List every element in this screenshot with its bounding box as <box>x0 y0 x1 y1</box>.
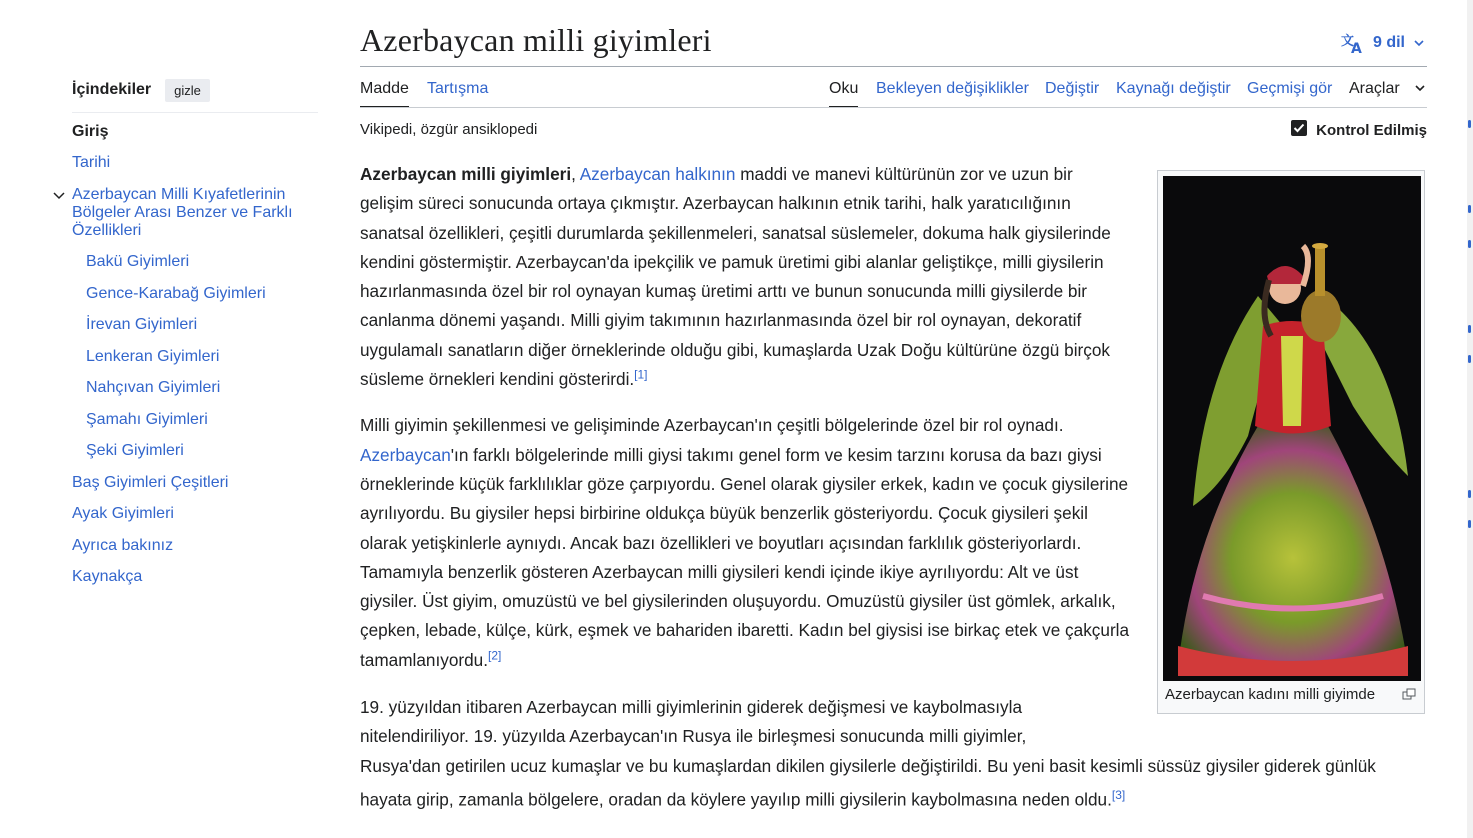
toc-item-kaynakca[interactable]: Kaynakça <box>72 568 143 585</box>
paragraph-1: Azerbaycan milli giyimleri, Azerbaycan halkının maddi ve manevi kültürünün zor ve uzun bir gelişim süreci sonucunda ortaya çıkmıştır. Azerbaycan halkının etnik tarihi, halk yaratıcılığının sanatsal özellikleri, çeşitli durumlarda şekillenmeleri, sanatsal süslemeler, dokuma halk giysilerinde kendini göstermiştir. Azerbaycan'da ipekçilik ve pamuk üretimi gibi alanlar geliştikçe, milli giysilerin hazırlanmasında özel bir rol oynayan kumaş üretimi arttı ve bunun sonucunda milli giysilerde bir canlanma dönemi yaşandı. Milli giyim takımının hazırlanmasında özel bir rol oynayan, dekoratif uygulamalı sanatların diğer örneklerinde olduğu gibi, kumaşlarda Uzak Doğu kültürüne özgü birçok süsleme örnekleri kendini gösterirdi.[1] <box>360 164 1111 390</box>
reviewed-label: Kontrol Edilmiş <box>1316 121 1427 139</box>
paragraph-text: Milli giyimin şekillenmesi ve gelişiminde Azerbaycan'ın çeşitli bölgelerinde özel bir rol oynadı. <box>360 415 1064 436</box>
link-azerbaycan-halkinin[interactable]: Azerbaycan halkının <box>579 164 736 184</box>
chevron-down-icon <box>1413 37 1425 49</box>
tab-article[interactable]: Madde <box>360 80 409 97</box>
toc-item-bas-giyimleri[interactable]: Baş Giyimleri Çeşitleri <box>72 474 229 491</box>
toc-item-tarihi[interactable]: Tarihi <box>72 154 111 171</box>
paragraph-2 <box>360 411 1130 675</box>
article-body <box>360 160 1130 692</box>
toc-item-bolgeler[interactable] <box>72 186 302 240</box>
toc-subitem-gence-karabag[interactable]: Gence-Karabağ Giyimleri <box>86 285 266 302</box>
image-caption: Azerbaycan kadını milli giyimde <box>1165 686 1376 703</box>
toc-subitem-baku[interactable]: Bakü Giyimleri <box>86 253 190 270</box>
reference-3[interactable]: [3] <box>1111 787 1126 802</box>
toc-item-label: Azerbaycan Milli Kıyafetlerinin Bölgeler Arası Benzer ve Farklı Özellikleri <box>72 186 293 239</box>
title-divider <box>360 66 1427 67</box>
paragraph-line: 19. yüzyıldan itibaren Azerbaycan milli giyimlerinin giderek değişmesi ve kaybolmasıyla <box>360 697 1023 717</box>
table-of-contents <box>72 76 318 585</box>
paragraph-line: hayata girip, zamanla bölgelere, oradan da köylere yayılıp milli giysilerin kaybolmasına neden oldu.[3] <box>360 787 1126 810</box>
paragraph-text: 'ın farklı bölgelerinde milli giysi takımı genel form ve kesim tarzını korusa da bazı giysi örneklerinde küçük farklılıklar göze çarpıyordu. Genel olarak giysiler erkek, kadın ve çocuk giysilerine ayrılıyordu. Bu giysiler hepsi birbirine oldukça büyük benzerlik gösteriyordu. Çocuk giysileri şekil olarak yetişkinlerle aynıydı. Ancak bazı özellikleri ve boyutları açısından farklılık gösteriyorlardı. Tamamıyla benzerlik gösteren Azerbaycan milli giysileri kendi içinde ikiye ayrılıyordu: Alt ve üst giysiler. Üst giyim, omuzüstü ve bel giysilerinden oluşuyordu. Omuzüstü giysiler üst gömlek, arkalık, çepken, lebade, külçe, kürk, eşmek ve bahariden ibaretti. Kadın bel giysisi ise birkaç etek ve çakçurla tamamlanıyordu. <box>360 444 1130 670</box>
toc-item-ayrica-bakiniz[interactable]: Ayrıca bakınız <box>72 537 174 554</box>
toc-item-giris[interactable]: Giriş <box>72 123 109 140</box>
language-button[interactable] <box>1341 32 1425 54</box>
page-tabs <box>360 78 1427 108</box>
toc-item-ayak-giyimleri[interactable]: Ayak Giyimleri <box>72 505 174 522</box>
tab-read[interactable]: Oku <box>829 80 859 97</box>
reviewed-indicator[interactable] <box>1290 119 1427 141</box>
tabs-divider <box>360 107 1427 108</box>
paragraph-line: Rusya'dan getirilen ucuz kumaşlar ve bu kumaşlardan dikilen giysilerle değiştirildi. Bu yeni basit kesimli süssüz giysiler giderek günlük <box>360 755 1376 776</box>
checkbox-checked-icon <box>1290 119 1308 141</box>
tab-pending-changes[interactable]: Bekleyen değişiklikler <box>876 80 1029 97</box>
svg-text:文: 文 <box>1340 34 1354 49</box>
right-edge-strip <box>1467 0 1473 838</box>
chevron-down-icon[interactable] <box>52 188 66 206</box>
enlarge-icon[interactable] <box>1402 687 1416 705</box>
page-title: Azerbaycan milli giyimleri <box>360 22 712 58</box>
toc-subitem-seki[interactable]: Şeki Giyimleri <box>86 442 184 459</box>
reference-1[interactable]: [1] <box>634 367 648 382</box>
tools-label: Araçlar <box>1349 80 1400 97</box>
tools-menu[interactable] <box>1349 80 1426 98</box>
toc-subitem-nahcivan[interactable]: Nahçıvan Giyimleri <box>86 379 221 396</box>
chevron-down-icon <box>1414 80 1426 98</box>
svg-text:A: A <box>1350 41 1362 54</box>
toc-header <box>72 76 318 113</box>
tab-edit-source[interactable]: Kaynağı değiştir <box>1116 80 1231 97</box>
language-count: 9 dil <box>1372 34 1405 51</box>
reference-2[interactable]: [2] <box>488 648 502 663</box>
toc-subitem-lenkeran[interactable]: Lenkeran Giyimleri <box>86 348 220 365</box>
tab-talk[interactable]: Tartışma <box>427 80 489 97</box>
toc-subitem-samahi[interactable]: Şamahı Giyimleri <box>86 411 208 428</box>
dancer-photo[interactable] <box>1163 176 1421 681</box>
tab-history[interactable]: Geçmişi gör <box>1247 80 1333 97</box>
translate-icon <box>1341 32 1365 54</box>
toc-hide-button[interactable]: gizle <box>165 79 210 102</box>
paragraph-text: maddi ve manevi kültürünün zor ve uzun bir gelişim süreci sonucunda ortaya çıkmıştır. Azerbaycan halkının etnik tarihi, halk yaratıcılığının sanatsal özellikleri, çeşitli durumlarda şekillenmeleri, sanatsal süslemeler, dokuma halk giysilerinde kendini göstermiştir. Azerbaycan'da ipekçilik ve pamuk üretimi gibi alanlar geliştikçe, milli giysilerin hazırlanmasında özel bir rol oynayan kumaş üretimi arttı ve bunun sonucunda milli giysilerde bir canlanma dönemi yaşandı. Milli giyim takımının hazırlanmasında özel bir rol oynayan, dekoratif uygulamalı sanatların diğer örneklerinde olduğu gibi, kumaşlarda Uzak Doğu kültürüne özgü birçok süsleme örnekleri kendini gösterirdi. <box>360 164 1111 390</box>
tab-edit[interactable]: Değiştir <box>1045 80 1100 97</box>
article-image-frame <box>1157 170 1425 714</box>
link-azerbaycan[interactable]: Azerbaycan <box>360 444 451 465</box>
toc-subitem-irevan[interactable]: İrevan Giyimleri <box>86 316 198 333</box>
article-subject: Azerbaycan milli giyimleri <box>360 164 572 184</box>
tagline: Vikipedi, özgür ansiklopedi <box>360 121 538 138</box>
toc-title: İçindekiler <box>72 81 152 98</box>
paragraph-line: nitelendiriliyor. 19. yüzyılda Azerbaycan'ın Rusya ile birleşmesi sonucunda milli giyimler, <box>360 726 1027 747</box>
